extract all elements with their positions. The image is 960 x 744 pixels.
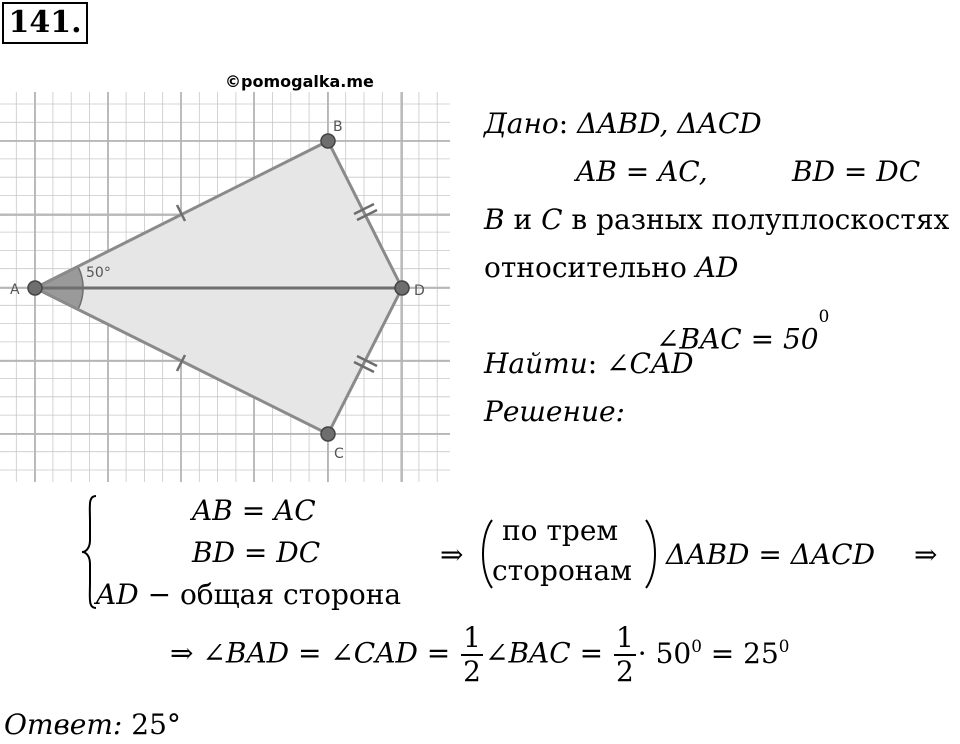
final-times-fifty: · $50^0 = 25^0$ xyxy=(637,635,790,670)
point-c xyxy=(321,427,335,441)
given-angle-bac: ∠BAC = $50^0$ xyxy=(656,306,830,356)
find-label: Найти xyxy=(484,347,588,380)
problem-number: 141. xyxy=(2,2,88,44)
final-arrow: ⇒ xyxy=(170,636,194,670)
angle-label: 50° xyxy=(86,265,111,281)
given-block: Дано: ΔABD, ΔACD AB = AC, BD = DC B и C в разных полуплоскостях относительно AD ∠BAC = $50^0$ Найти: ∠CAD Решение: xyxy=(484,107,950,428)
point-a xyxy=(28,281,42,295)
given-triangles: ΔABD, ΔACD xyxy=(577,107,762,140)
equation-system xyxy=(80,492,440,612)
right-paren xyxy=(644,518,660,590)
final-computation xyxy=(170,622,789,702)
label-c: C xyxy=(334,446,344,462)
given-relative: относительно xyxy=(484,251,687,284)
geometry-figure xyxy=(0,92,450,482)
given-point-c: C xyxy=(541,203,563,236)
triangle-equality: ΔABD = ΔACD xyxy=(666,538,876,571)
fraction-one-half-2: $\frac{1}{2}$ xyxy=(615,621,634,688)
given-point-b: B xyxy=(484,203,505,236)
given-and: и xyxy=(513,203,533,236)
given-eq-ab-ac: AB = AC, xyxy=(576,155,708,188)
implies-arrow-1: ⇒ xyxy=(440,538,464,571)
paren-bottom-text: сторонам xyxy=(492,554,632,587)
given-eq-bd-dc: BD = DC xyxy=(792,155,921,188)
label-b: B xyxy=(333,119,343,135)
watermark: ©pomogalka.me xyxy=(225,72,374,91)
solution-label: Решение: xyxy=(484,395,625,428)
point-b xyxy=(321,134,335,148)
given-label: Дано xyxy=(484,107,559,140)
point-d xyxy=(395,281,409,295)
fraction-one-half-1: $\frac{1}{2}$ xyxy=(463,621,481,688)
final-angle-equality: ∠BAD = ∠CAD = xyxy=(202,636,451,670)
label-d: D xyxy=(414,283,425,299)
label-a: A xyxy=(10,282,20,298)
answer-label: Ответ: xyxy=(4,708,123,741)
paren-top-text: по трем xyxy=(502,514,619,547)
system-line-3: AD − общая сторона xyxy=(96,578,402,611)
implies-arrow-2: ⇒ xyxy=(914,538,938,571)
find-value: ∠CAD xyxy=(606,347,694,380)
system-line-2: BD = DC xyxy=(192,536,321,569)
answer-line xyxy=(4,708,181,741)
answer-value: 25° xyxy=(131,708,181,741)
given-line-ad: AD xyxy=(695,251,739,284)
final-angle-bac: ∠BAC = xyxy=(485,636,604,670)
given-halfplanes: в разных полуплоскостях xyxy=(571,203,950,236)
system-line-1: AB = AC xyxy=(192,494,316,527)
